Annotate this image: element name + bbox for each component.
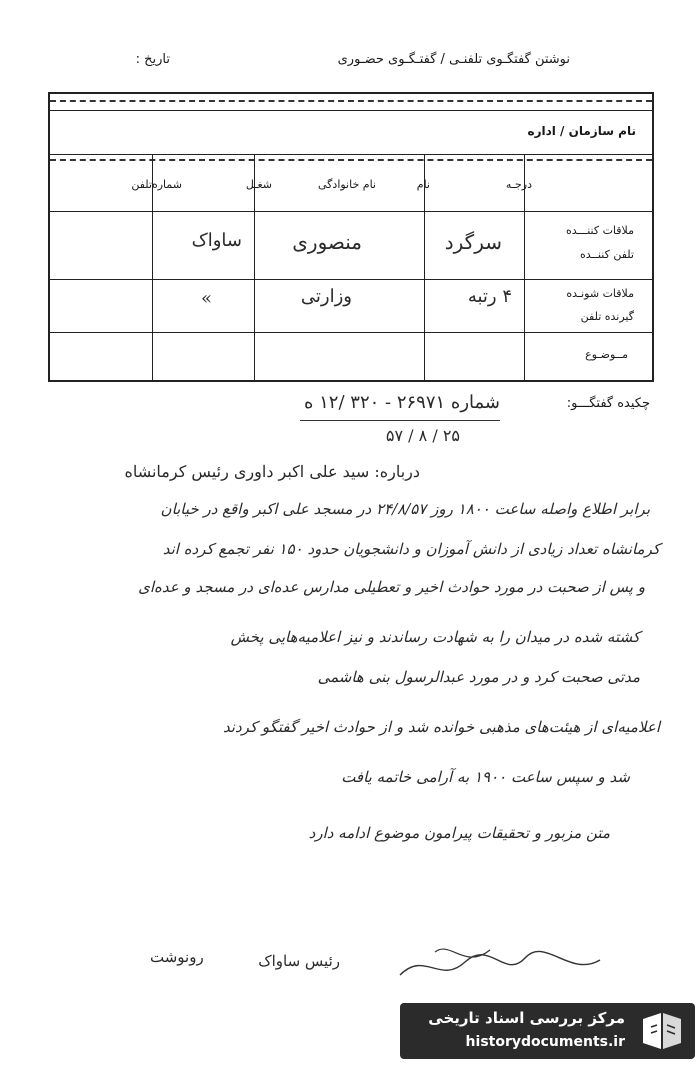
- col-divider-3: [424, 154, 425, 382]
- header-rule-1: [50, 154, 652, 155]
- body-line-6: اعلامیه‌ای از هیئت‌های مذهبی خوانده شد و از حوادث اخیر گفتگو کردند: [222, 718, 660, 736]
- col-divider-1: [152, 154, 153, 382]
- row1-family: منصوری: [292, 230, 362, 254]
- body-line-3: و پس از صحبت در مورد حوادث اخیر و تعطیلی مدارس عده‌ای در مسجد و عده‌ای: [138, 578, 645, 596]
- col-phone: شماره‌تلفن: [131, 178, 182, 191]
- summary-date: ۲۵ / ۸ / ۵۷: [385, 426, 460, 445]
- number-underline: [300, 420, 500, 421]
- top-rule: [50, 110, 652, 111]
- row1-label-1: ملاقات کننـــده: [566, 224, 634, 237]
- row-rule-1: [50, 211, 652, 212]
- row1-job: ساواک: [191, 230, 242, 251]
- book-logo-icon: [637, 1009, 687, 1053]
- top-dashed-rule: [50, 100, 652, 102]
- body-line-5: مدتی صحبت کرد و در مورد عبدالرسول بنی هاشمی: [317, 668, 640, 686]
- col-job: شغـل: [245, 178, 272, 191]
- body-line-2: کرمانشاه تعداد زیادی از دانش آموزان و دانشجویان حدود ۱۵۰ نفر تجمع کرده اند: [162, 540, 660, 558]
- row1-rank: سرگرد: [444, 230, 502, 254]
- watermark-box: [400, 1003, 695, 1059]
- row-rule-2: [50, 279, 652, 280]
- col-family: نام خانوادگی: [318, 178, 376, 191]
- summary-label: چکیده گفتگـــو:: [566, 396, 650, 411]
- sign-text: رئیس ساواک: [258, 952, 340, 970]
- header-dashed-rule: [50, 159, 652, 161]
- row2-job: »: [200, 288, 212, 309]
- col-name: نام: [416, 178, 430, 191]
- summary-number: شماره ۲۶۹۷۱ - ۳۲۰ /۱۲ ه: [303, 392, 500, 413]
- summary-heading: درباره: سید علی اکبر داوری رئیس کرمانشاه: [124, 462, 420, 481]
- body-line-7: شد و سپس ساعت ۱۹۰۰ به آرامی خاتمه یافت: [341, 768, 630, 786]
- col-divider-2: [254, 154, 255, 382]
- subject-label: مــوضـوع: [585, 348, 628, 361]
- signature-scribble: [395, 940, 605, 990]
- row-rule-3: [50, 332, 652, 333]
- watermark-text-fa: مرکز بررسی اسناد تاریخی: [428, 1009, 625, 1027]
- body-line-4: کشته شده در میدان را به شهادت رساندند و نیز اعلامیه‌هایی پخش: [230, 628, 640, 646]
- col-rank: درجـه: [505, 178, 532, 191]
- left-note: رونوشت: [150, 948, 204, 966]
- body-line-1: برابر اطلاع واصله ساعت ۱۸۰۰ روز ۲۴/۸/۵۷ در مسجد علی اکبر واقع در خیابان: [160, 500, 650, 518]
- date-label: تاریخ :: [135, 52, 170, 67]
- row2-family: وزارتی: [300, 286, 352, 307]
- form-title: نوشتن گفتگـوی تلفنـی / گفتـگـوی حضـوری: [337, 52, 570, 67]
- row2-label-2: گیرنده تلفن: [580, 310, 634, 323]
- watermark-text-en: historydocuments.ir: [465, 1034, 625, 1050]
- form-table: [48, 92, 654, 382]
- col-divider-4: [524, 154, 525, 382]
- row2-rank: ۴ رتبه: [467, 286, 512, 307]
- body-line-8: متن مزبور و تحقیقات پیرامون موضوع ادامه دارد: [308, 824, 610, 842]
- row1-label-2: تلفن کننــده: [580, 248, 634, 261]
- org-label: نام سازمان / اداره: [527, 124, 636, 138]
- row2-label-1: ملاقات شونـده: [566, 287, 634, 300]
